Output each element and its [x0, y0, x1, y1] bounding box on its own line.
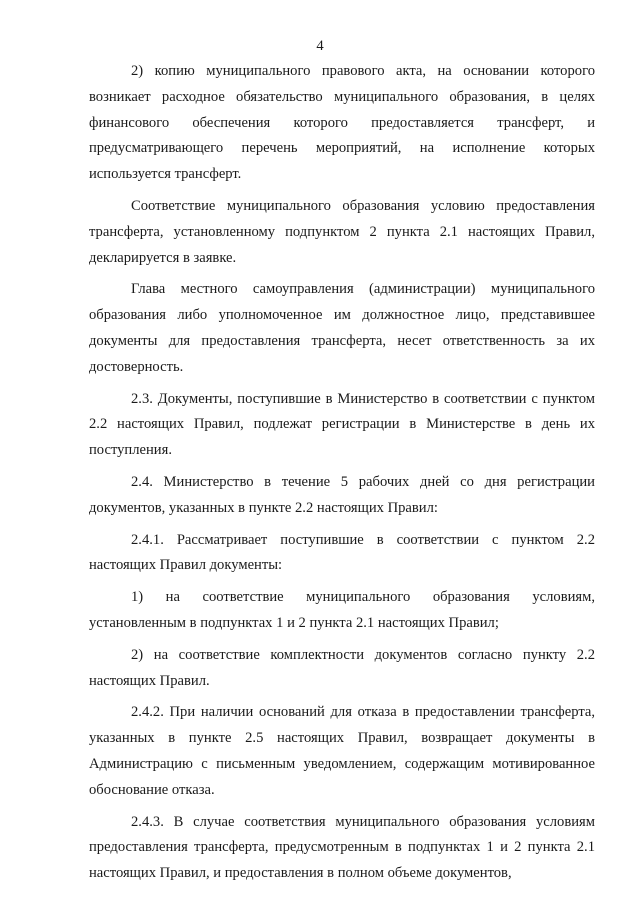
paragraph-3: Глава местного самоуправления (администрации) муниципального образования либо уполномоченное им должностное лицо, представившее документы для предоставления трансферта, несет ответственность за их достоверность. [89, 281, 595, 375]
paragraph-4: 2.3. Документы, поступившие в Министерство в соответствии с пунктом 2.2 настоящих Правил, подлежат регистрации в Министерстве в день их поступления. [89, 390, 595, 459]
paragraph-7: 1) на соответствие муниципального образования условиям, установленным в подпунктах 1 и 2 пункта 2.1 настоящих Правил; [89, 589, 595, 631]
paragraph-6: 2.4.1. Рассматривает поступившие в соответствии с пунктом 2.2 настоящих Правил документы: [89, 531, 595, 574]
paragraph-2: Соответствие муниципального образования условию предоставления трансферта, установленному подпунктом 2 пункта 2.1 настоящих Правил, декларируется в заявке. [89, 197, 595, 266]
document-body [89, 59, 595, 893]
paragraph-1: 2) копию муниципального правового акта, на основании которого возникает расходное обязательство муниципального образования, в целях финансового обеспечения которого предоставляется трансферт, и предусматривающего перечень мероприятий, на исполнение которых используется трансферт. [89, 63, 595, 183]
paragraph-9: 2.4.2. При наличии оснований для отказа в предоставлении трансферта, указанных в пункте 2.5 настоящих Правил, возвращает документы в Администрацию с письменным уведомлением, содержащим мотивированное обоснование отказа. [89, 704, 595, 798]
paragraph-5: 2.4. Министерство в течение 5 рабочих дней со дня регистрации документов, указанных в пункте 2.2 настоящих Правил: [89, 473, 595, 516]
paragraph-8: 2) на соответствие комплектности документов согласно пункту 2.2 настоящих Правил. [89, 646, 595, 689]
page-number: 4 [316, 38, 324, 54]
paragraph-10: 2.4.3. В случае соответствия муниципального образования условиям предоставления трансферта, предусмотренным в подпунктах 1 и 2 пункта 2.1 настоящих Правил, и предоставления в полном объеме документов, [89, 813, 595, 882]
